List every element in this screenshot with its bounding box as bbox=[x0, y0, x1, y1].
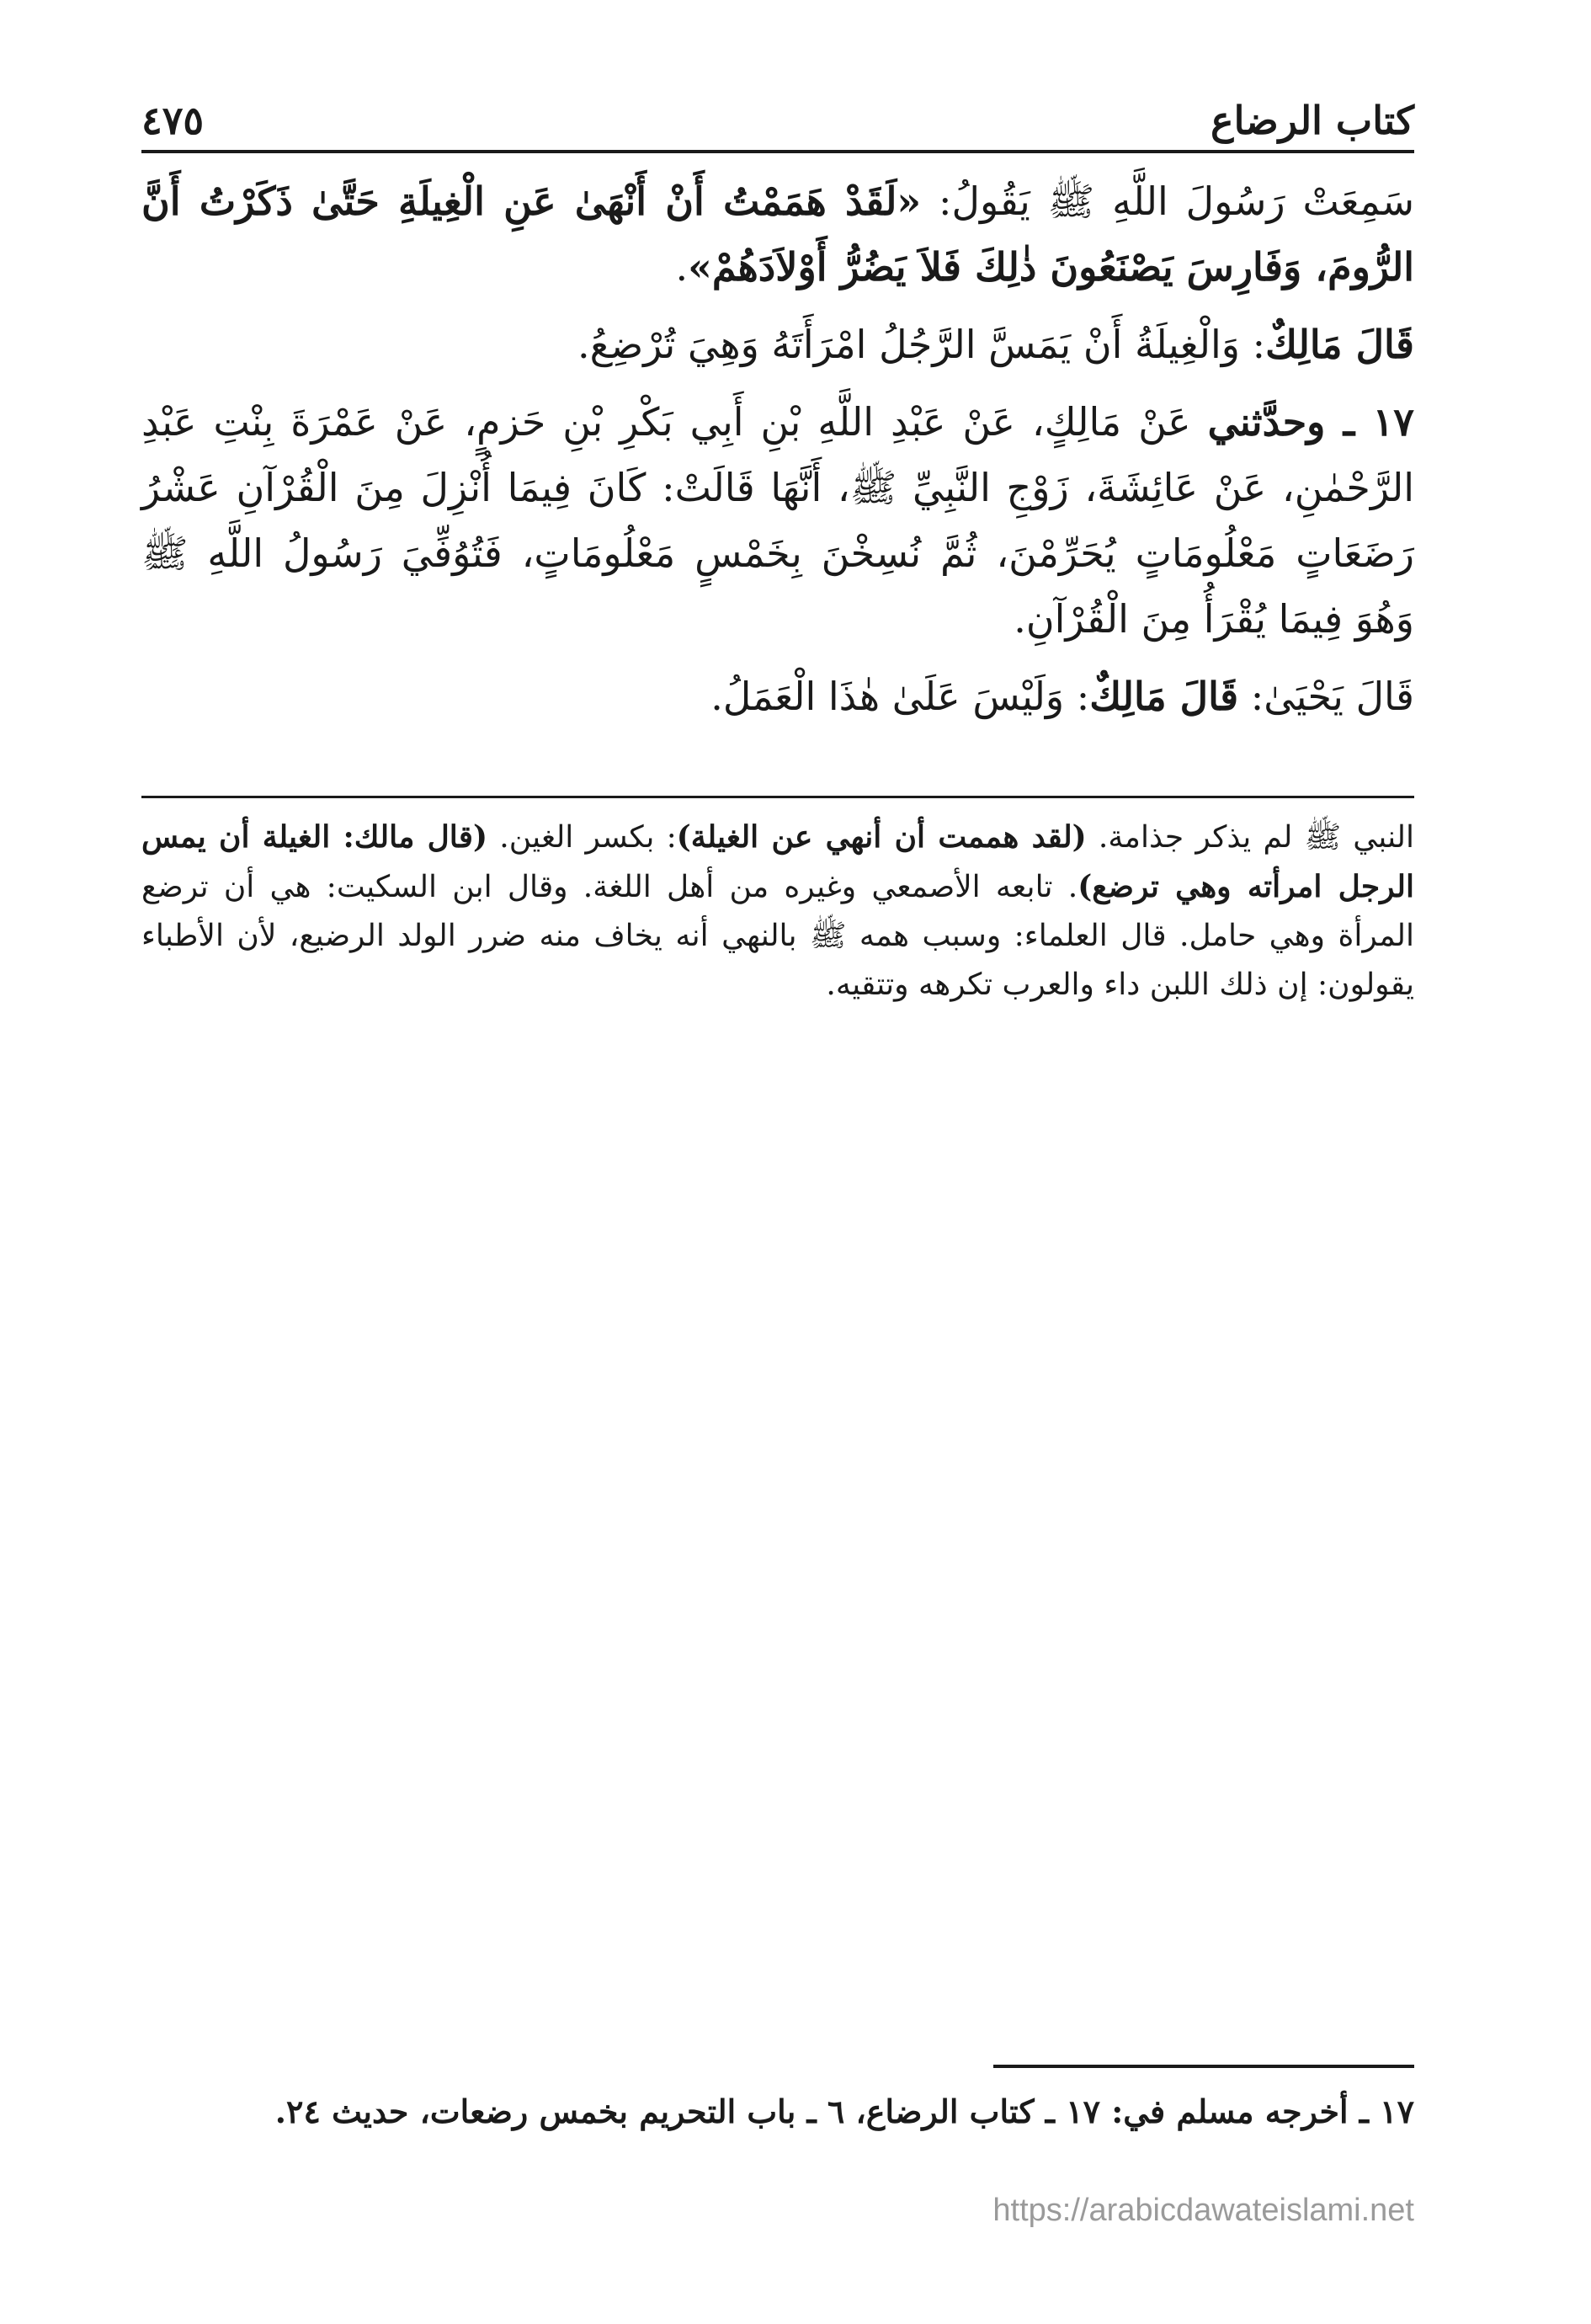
watermark-url: https://arabicdawateislami.net bbox=[992, 2193, 1414, 2228]
running-title: كتاب الرضاع bbox=[1211, 98, 1414, 143]
page-header bbox=[141, 84, 1414, 143]
hadith-paragraph: سَمِعَتْ رَسُولَ اللَّهِ ﷺ يَقُولُ: «لَقَدْ هَمَمْتُ أَنْ أَنْهَىٰ عَنِ الْغِيلَةِ حَتَّىٰ ذَكَرْتُ أَنَّ الرُّومَ، وَفَارِسَ يَصْنَعُونَ ذٰلِكَ فَلاَ يَضُرُّ أَوْلاَدَهُمْ». bbox=[141, 179, 1414, 290]
footnote-divider bbox=[993, 2065, 1414, 2068]
commentary-paragraph: النبي ﷺ لم يذكر جذامة. (لقد هممت أن أنهي عن الغيلة): بكسر الغين. (قال مالك: الغيلة أن يمس الرجل امرأته وهي ترضع). تابعه الأصمعي وغيره من أهل اللغة. وقال ابن السكيت: هي أن ترضع المرأة وهي حامل. قال العلماء: وسبب همه ﷺ بالنهي أنه يخاف منه ضرر الولد الرضيع، لأن الأطباء يقولون: إن ذلك اللبن داء والعرب تكرهه وتتقيه. bbox=[141, 819, 1415, 1002]
hadith-17: ١٧ ـ وحدَّثني عَنْ مَالِكٍ، عَنْ عَبْدِ اللَّهِ بْنِ أَبِي بَكْرِ بْنِ حَزمٍ، عَنْ عَمْرَةَ بِنْتِ عَبْدِ الرَّحْمٰنِ، عَنْ عَائِشَةَ، زَوْجِ النَّبِيِّ ﷺ، أَنَّهَا قَالَتْ: كَانَ فِيمَا أُنْزِلَ مِنَ الْقُرْآنِ عَشْرُ رَضَعَاتٍ مَعْلُومَاتٍ يُحَرِّمْنَ، ثُمَّ نُسِخْنَ بِخَمْسٍ مَعْلُومَاتٍ، فَتُوُفِّيَ رَسُولُ اللَّهِ ﷺ وَهُوَ فِيمَا يُقْرَأُ مِنَ الْقُرْآنِ. bbox=[141, 399, 1415, 642]
malik-note: قَالَ مَالِكٌ: وَالْغِيلَةُ أَنْ يَمَسَّ الرَّجُلُ امْرَأَتَهُ وَهِيَ تُرْضِعُ. bbox=[577, 322, 1414, 367]
hadith-number-label: ١٧ ـ وحدَّثني bbox=[1207, 399, 1415, 445]
commentary-divider bbox=[141, 796, 1414, 798]
hadith-quote: «لَقَدْ هَمَمْتُ أَنْ أَنْهَىٰ عَنِ الْغِيلَةِ حَتَّىٰ ذَكَرْتُ أَنَّ الرُّومَ، وَفَارِسَ يَصْنَعُونَ ذٰلِكَ فَلاَ يَضُرُّ أَوْلاَدَهُمْ» bbox=[141, 179, 1414, 290]
page-number: ٤٧٥ bbox=[141, 98, 205, 143]
commentary bbox=[141, 813, 1414, 1010]
malik-label: قَالَ مَالِكٌ bbox=[1265, 322, 1414, 367]
malik-label: قَالَ مَالِكٌ bbox=[1089, 674, 1239, 719]
footnote: ١٧ ـ أخرجه مسلم في: ١٧ ـ كتاب الرضاع، ٦ ـ باب التحريم بخمس رضعات، حديث ٢٤. bbox=[274, 2092, 1414, 2130]
header-divider bbox=[141, 150, 1414, 153]
main-text bbox=[141, 168, 1414, 741]
yahya-note: قَالَ يَحْيَىٰ: قَالَ مَالِكٌ: وَلَيْسَ عَلَىٰ هٰذَا الْعَمَلُ. bbox=[710, 674, 1414, 719]
